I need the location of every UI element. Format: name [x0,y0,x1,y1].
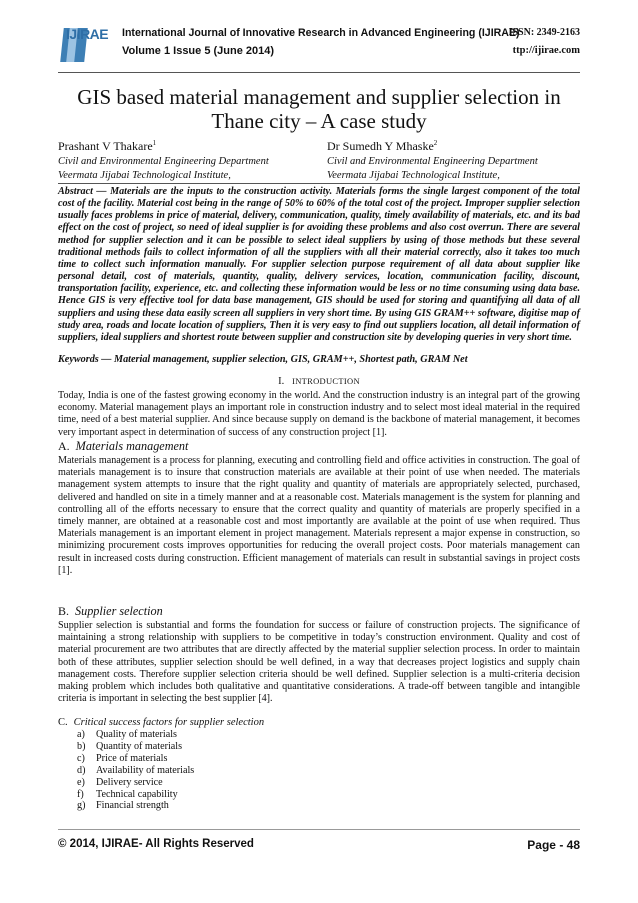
author-2 [327,139,437,154]
list-item [77,777,194,789]
journal-url[interactable]: ttp://ijirae.com [512,45,580,56]
volume-issue: Volume 1 Issue 5 (June 2014) [122,45,275,57]
page-number: Page - 48 [527,838,580,852]
list-item [77,753,194,765]
journal-logo [62,28,120,62]
paper-title: GIS based material management and supplier selection in Thane city – A case study [77,85,561,133]
author-2-sup: 2 [433,139,438,147]
journal-name: International Journal of Innovative Research in Advanced Engineering (IJIRAE) [122,27,520,39]
list-marker: e) [77,776,85,788]
author-1 [58,139,156,154]
list-item [77,789,194,801]
criteria-list [77,729,194,812]
subsection-b-title: Supplier selection [75,604,163,618]
list-text: Price of materials [96,752,168,764]
section-number: I. [278,376,285,387]
header-divider [58,72,580,73]
logo-text: IJIRAE [66,26,109,42]
list-text: Technical capability [96,788,178,800]
author-2-inst: Veermata Jijabai Technological Institute, [327,170,500,181]
subsection-a-letter: A. [58,439,70,453]
subsection-a-heading [58,439,188,454]
list-text: Quantity of materials [96,740,183,752]
author-2-name: Dr Sumedh Y Mhaske [327,139,434,153]
supplier-paragraph: Supplier selection is substantial and forms the foundation for success or failure of construction projects. The significance of maintaining a strong relationship with suppliers to be competitive in today’s construction environment. Quality and cost of material procurement are two attributes that are directly affected by the material supplier selection process. In order to maintain both of these attributes, supplier selection should be well defined, in a way that decreases project logistics and supply chain management costs. Therefore supplier selection criteria should be well defined. Supplier selection is a multi-criteria decision making problem which includes both qualitative and quantitative considerations. A trade-off between tangible and intangible criteria is important in selecting the best supplier [4]. [58,620,580,705]
list-marker: a) [77,729,85,740]
journal-header [62,27,580,71]
subsection-c-title: Critical success factors for supplier selection [73,717,265,728]
list-text: Quality of materials [96,729,177,740]
issn: ISSN: 2349-2163 [508,27,580,38]
list-marker: g) [77,800,86,812]
intro-paragraph: Today, India is one of the fastest growing economy in the world. And the construction industry is an integral part of the growing economy. Material management plays an important role in construction industry and to select most ideal material in the required time, need of a best material supplier. And since because supply on demand is the backbone of material management, it becomes very important aspect in determination of success of any construction project [1]. [58,390,580,438]
list-marker: c) [77,752,85,764]
list-text: Delivery service [96,776,163,788]
subsection-c-heading [58,714,264,729]
list-marker: d) [77,764,86,776]
list-item [77,765,194,777]
author-1-dept: Civil and Environmental Engineering Department [58,156,269,167]
copyright: © 2014, IJIRAE- All Rights Reserved [58,838,254,850]
subsection-c-letter: C. [58,717,68,728]
section-title: INTRODUCTION [292,376,360,386]
section-heading-introduction [58,376,580,387]
list-marker: b) [77,740,86,752]
author-1-sup: 1 [152,139,157,147]
list-marker: f) [77,788,84,800]
subsection-b-heading [58,604,163,619]
list-text: Financial strength [96,800,169,812]
subsection-b-letter: B. [58,604,70,618]
author-2-dept: Civil and Environmental Engineering Department [327,156,538,167]
keywords: Keywords — Material management, supplier selection, GIS, GRAM++, Shortest path, GRAM Net [58,354,468,365]
list-item [77,800,194,812]
materials-paragraph: Materials management is a process for planning, executing and controlling field and office activities in construction. The goal of materials management is to insure that construction materials are available at their point of use when needed. The materials management system attempts to insure that the right quality and quantity of materials are appropriately selected, purchased, delivered and handled on site in a timely manner and at a reasonable cost. Materials management is the system for planning and controlling all of the efforts necessary to ensure that the correct quality and quantity of materials are properly specified in a timely manner, are obtained at a reasonable cost and most importantly are available at the point of use when required. Thus Materials management is an important element in project management. Materials represent a major expense in construction, so minimizing procurement costs improves opportunities for reducing the overall project costs. Poor materials management can result in increased costs during construction. Efficient management of materials can result in substantial savings in project costs [1]. [58,455,580,576]
list-text: Availability of materials [96,764,195,776]
list-item [77,729,194,741]
author-1-name: Prashant V Thakare [58,139,153,153]
list-item [77,741,194,753]
footer-divider [58,829,580,830]
subsection-a-title: Materials management [75,439,189,453]
abstract: Abstract — Materials are the inputs to the construction activity. Materials forms the single largest component of the total cost of the facility. Material cost being in the range of 50% to 60% of the total cost of the project. Improper supplier selection usually faces problems in price of material, delivery, communication, quality, timely availability of materials, etc. and its bad effect on the cost of project, so need of ideal supplier is for avoiding these problems and also cost overrun. There are several method for supplier selection and it can be possible to select ideal suppliers by using of those methods but these several traditional methods fails to collect information of all the suppliers with all their material correctly, also it takes too much time to collect such information manually. For supplier selection purpose requirement of all data about supplier like personal detail, cost of materials, quantity, quality, delivery services, location, communication facility, discount, transportation facility, experience, etc. and collecting these information would be less or no time consuming using data base. Hence GIS is very effective tool for data base management, GIS should be used for storing and quantifying all data of all suppliers and using these data easily screen all suppliers in very short time. By using GIS GRAM++ software, digitise map of study area, roads and locate location of suppliers, Then it is very easy to find out suppliers location, all detail information of suppliers, ideal suppliers and shortest route between supplier and construction site by developing queries in very short time. [58,186,580,343]
author-1-inst: Veermata Jijabai Technological Institute, [58,170,231,181]
abstract-divider [58,183,580,184]
